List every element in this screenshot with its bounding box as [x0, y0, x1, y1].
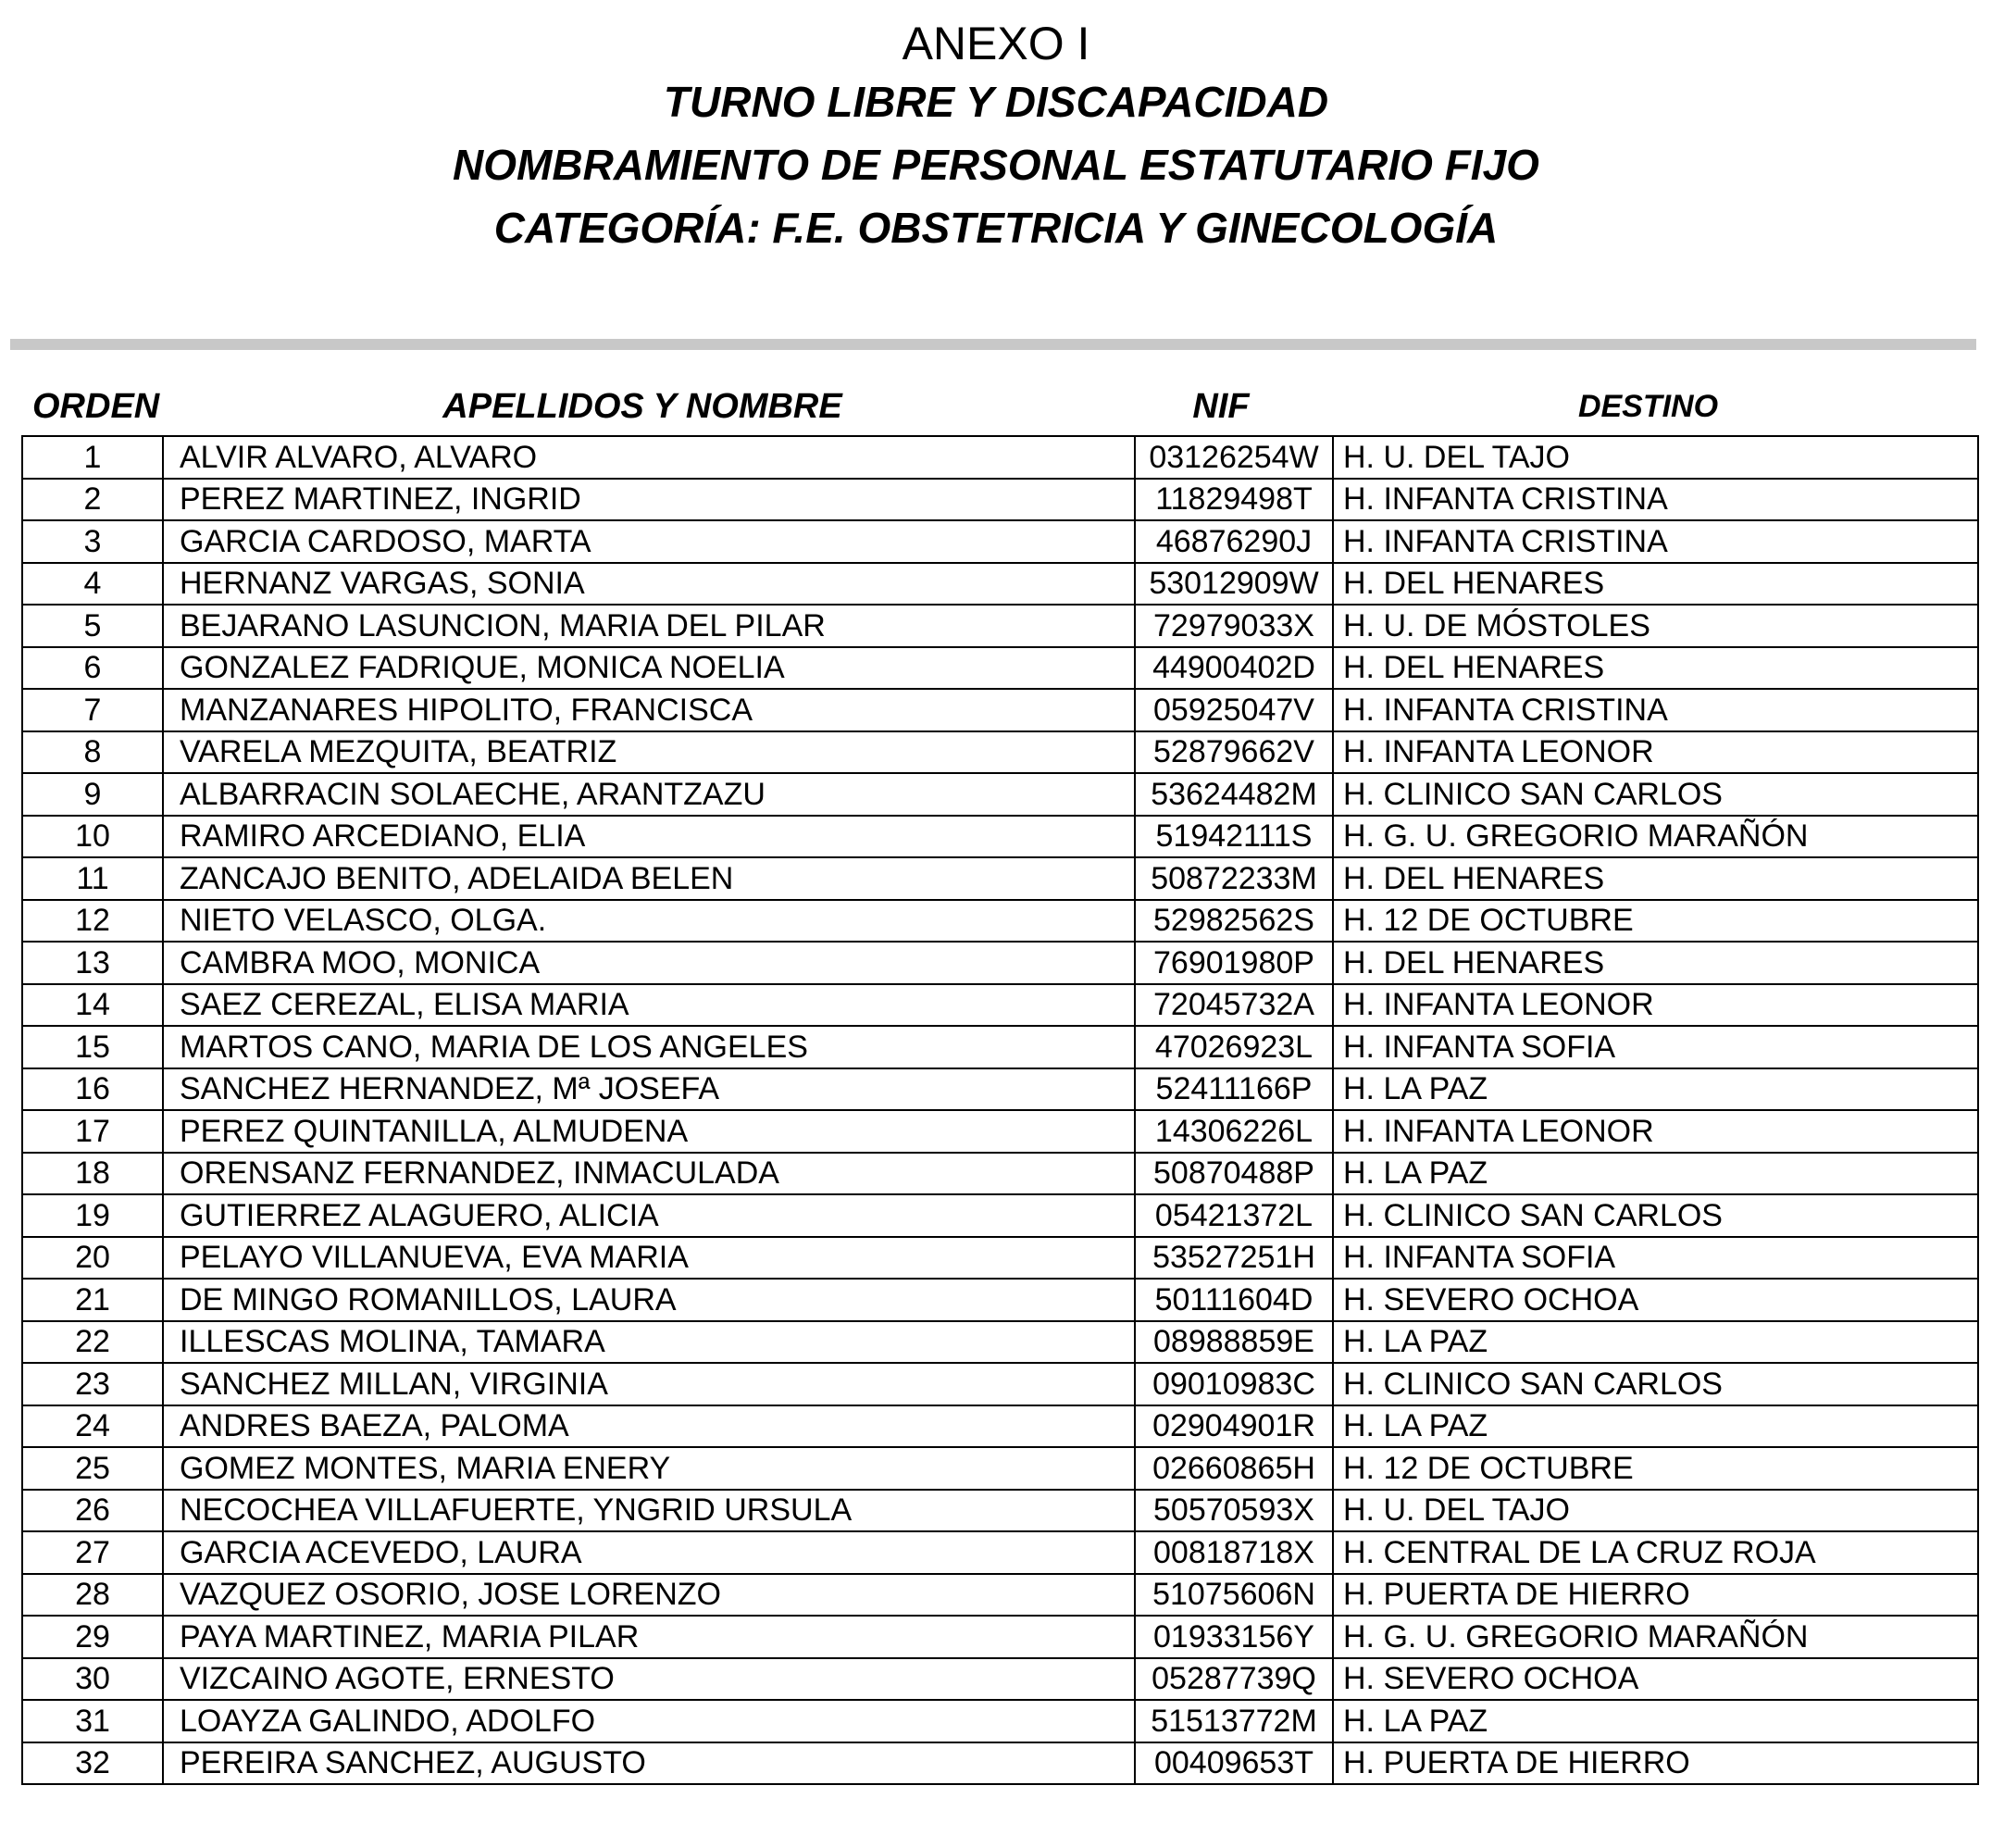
table-row	[22, 816, 1978, 858]
table-row	[22, 731, 1978, 774]
nif-cell: 47026923L	[1135, 1026, 1333, 1068]
table-row	[22, 1700, 1978, 1742]
orden-cell: 13	[22, 942, 163, 984]
destino-cell: H. LA PAZ	[1333, 1068, 1978, 1111]
table-row	[22, 1574, 1978, 1617]
nif-cell: 53012909W	[1135, 563, 1333, 606]
nombre-cell: PAYA MARTINEZ, MARIA PILAR	[163, 1616, 1135, 1658]
nif-cell: 50570593X	[1135, 1490, 1333, 1532]
nif-cell: 72045732A	[1135, 984, 1333, 1027]
nombre-cell: BEJARANO LASUNCION, MARIA DEL PILAR	[163, 605, 1135, 647]
destino-cell: H. 12 DE OCTUBRE	[1333, 1447, 1978, 1490]
table-row	[22, 1153, 1978, 1195]
destino-cell: H. CENTRAL DE LA CRUZ ROJA	[1333, 1531, 1978, 1574]
table-row	[22, 689, 1978, 731]
orden-cell: 15	[22, 1026, 163, 1068]
nombre-cell: VARELA MEZQUITA, BEATRIZ	[163, 731, 1135, 774]
destino-cell: H. LA PAZ	[1333, 1153, 1978, 1195]
nombre-cell: PEREZ MARTINEZ, INGRID	[163, 479, 1135, 521]
destino-cell: H. CLINICO SAN CARLOS	[1333, 1363, 1978, 1405]
nombre-cell: MARTOS CANO, MARIA DE LOS ANGELES	[163, 1026, 1135, 1068]
nombre-cell: ORENSANZ FERNANDEZ, INMACULADA	[163, 1153, 1135, 1195]
orden-cell: 30	[22, 1658, 163, 1701]
nombre-cell: ZANCAJO BENITO, ADELAIDA BELEN	[163, 857, 1135, 900]
destino-cell: H. INFANTA LEONOR	[1333, 731, 1978, 774]
table-row	[22, 1490, 1978, 1532]
nif-cell: 05925047V	[1135, 689, 1333, 731]
nombre-cell: GARCIA ACEVEDO, LAURA	[163, 1531, 1135, 1574]
destino-cell: H. LA PAZ	[1333, 1405, 1978, 1448]
nombre-cell: SANCHEZ MILLAN, VIRGINIA	[163, 1363, 1135, 1405]
destino-cell: H. U. DEL TAJO	[1333, 436, 1978, 479]
table-row	[22, 942, 1978, 984]
nif-cell: 08988859E	[1135, 1321, 1333, 1364]
destino-cell: H. INFANTA CRISTINA	[1333, 479, 1978, 521]
destino-cell: H. INFANTA LEONOR	[1333, 1110, 1978, 1153]
nif-cell: 00409653T	[1135, 1742, 1333, 1785]
orden-cell: 4	[22, 563, 163, 606]
nombre-cell: VAZQUEZ OSORIO, JOSE LORENZO	[163, 1574, 1135, 1617]
appointments-table	[21, 435, 1979, 1785]
nombre-cell: NECOCHEA VILLAFUERTE, YNGRID URSULA	[163, 1490, 1135, 1532]
orden-cell: 21	[22, 1279, 163, 1321]
nif-cell: 76901980P	[1135, 942, 1333, 984]
nif-cell: 51075606N	[1135, 1574, 1333, 1617]
table-row	[22, 1068, 1978, 1111]
destino-cell: H. G. U. GREGORIO MARAÑÓN	[1333, 816, 1978, 858]
orden-cell: 14	[22, 984, 163, 1027]
orden-cell: 22	[22, 1321, 163, 1364]
table-row	[22, 857, 1978, 900]
table-row	[22, 563, 1978, 606]
orden-cell: 32	[22, 1742, 163, 1785]
divider-bar	[10, 339, 1976, 350]
destino-cell: H. CLINICO SAN CARLOS	[1333, 1194, 1978, 1237]
destino-cell: H. PUERTA DE HIERRO	[1333, 1574, 1978, 1617]
destino-cell: H. INFANTA LEONOR	[1333, 984, 1978, 1027]
turno-subtitle: TURNO LIBRE Y DISCAPACIDAD	[663, 78, 1329, 126]
nombre-cell: GOMEZ MONTES, MARIA ENERY	[163, 1447, 1135, 1490]
table-row	[22, 479, 1978, 521]
orden-cell: 28	[22, 1574, 163, 1617]
destino-cell: H. DEL HENARES	[1333, 647, 1978, 690]
orden-cell: 12	[22, 900, 163, 943]
orden-cell: 11	[22, 857, 163, 900]
table-row	[22, 436, 1978, 479]
destino-cell: H. DEL HENARES	[1333, 563, 1978, 606]
nif-cell: 46876290J	[1135, 520, 1333, 563]
orden-cell: 19	[22, 1194, 163, 1237]
nombre-cell: NIETO VELASCO, OLGA.	[163, 900, 1135, 943]
nombre-cell: GUTIERREZ ALAGUERO, ALICIA	[163, 1194, 1135, 1237]
nif-cell: 51513772M	[1135, 1700, 1333, 1742]
nif-cell: 50870488P	[1135, 1153, 1333, 1195]
orden-cell: 20	[22, 1237, 163, 1280]
destino-cell: H. DEL HENARES	[1333, 942, 1978, 984]
table-row	[22, 1110, 1978, 1153]
nombre-cell: ALBARRACIN SOLAECHE, ARANTZAZU	[163, 773, 1135, 816]
orden-cell: 17	[22, 1110, 163, 1153]
destino-cell: H. SEVERO OCHOA	[1333, 1658, 1978, 1701]
table-row	[22, 1405, 1978, 1448]
nif-cell: 51942111S	[1135, 816, 1333, 858]
orden-cell: 27	[22, 1531, 163, 1574]
destino-cell: H. U. DE MÓSTOLES	[1333, 605, 1978, 647]
nif-cell: 53527251H	[1135, 1237, 1333, 1280]
destino-cell: H. INFANTA CRISTINA	[1333, 520, 1978, 563]
nif-cell: 11829498T	[1135, 479, 1333, 521]
nombre-cell: MANZANARES HIPOLITO, FRANCISCA	[163, 689, 1135, 731]
orden-cell: 5	[22, 605, 163, 647]
nombre-cell: RAMIRO ARCEDIANO, ELIA	[163, 816, 1135, 858]
orden-cell: 7	[22, 689, 163, 731]
nif-cell: 50872233M	[1135, 857, 1333, 900]
table-row	[22, 1616, 1978, 1658]
table-row	[22, 1363, 1978, 1405]
destino-cell: H. 12 DE OCTUBRE	[1333, 900, 1978, 943]
nif-cell: 05421372L	[1135, 1194, 1333, 1237]
orden-cell: 25	[22, 1447, 163, 1490]
table-row	[22, 1742, 1978, 1785]
nombre-cell: ILLESCAS MOLINA, TAMARA	[163, 1321, 1135, 1364]
nif-cell: 09010983C	[1135, 1363, 1333, 1405]
nombre-cell: PEREIRA SANCHEZ, AUGUSTO	[163, 1742, 1135, 1785]
nif-cell: 03126254W	[1135, 436, 1333, 479]
nif-cell: 44900402D	[1135, 647, 1333, 690]
column-header-nif: NIF	[1192, 387, 1250, 426]
table-row	[22, 773, 1978, 816]
orden-cell: 9	[22, 773, 163, 816]
table-row	[22, 520, 1978, 563]
nombre-cell: CAMBRA MOO, MONICA	[163, 942, 1135, 984]
destino-cell: H. INFANTA CRISTINA	[1333, 689, 1978, 731]
nombre-cell: PELAYO VILLANUEVA, EVA MARIA	[163, 1237, 1135, 1280]
nombramiento-subtitle: NOMBRAMIENTO DE PERSONAL ESTATUTARIO FIJO	[453, 141, 1539, 189]
column-header-destino: DESTINO	[1577, 389, 1719, 424]
destino-cell: H. U. DEL TAJO	[1333, 1490, 1978, 1532]
nombre-cell: ALVIR ALVARO, ALVARO	[163, 436, 1135, 479]
nombre-cell: LOAYZA GALINDO, ADOLFO	[163, 1700, 1135, 1742]
table-row	[22, 1658, 1978, 1701]
orden-cell: 10	[22, 816, 163, 858]
column-header-nombre: APELLIDOS Y NOMBRE	[442, 387, 842, 426]
nombre-cell: SANCHEZ HERNANDEZ, Mª JOSEFA	[163, 1068, 1135, 1111]
table-row	[22, 984, 1978, 1027]
destino-cell: H. CLINICO SAN CARLOS	[1333, 773, 1978, 816]
orden-cell: 2	[22, 479, 163, 521]
nombre-cell: GONZALEZ FADRIQUE, MONICA NOELIA	[163, 647, 1135, 690]
nif-cell: 52411166P	[1135, 1068, 1333, 1111]
nif-cell: 02904901R	[1135, 1405, 1333, 1448]
nombre-cell: HERNANZ VARGAS, SONIA	[163, 563, 1135, 606]
table-row	[22, 1279, 1978, 1321]
table-row	[22, 900, 1978, 943]
nombre-cell: GARCIA CARDOSO, MARTA	[163, 520, 1135, 563]
table-row	[22, 1321, 1978, 1364]
table-row	[22, 605, 1978, 647]
nif-cell: 50111604D	[1135, 1279, 1333, 1321]
destino-cell: H. LA PAZ	[1333, 1700, 1978, 1742]
orden-cell: 24	[22, 1405, 163, 1448]
orden-cell: 29	[22, 1616, 163, 1658]
destino-cell: H. G. U. GREGORIO MARAÑÓN	[1333, 1616, 1978, 1658]
orden-cell: 16	[22, 1068, 163, 1111]
destino-cell: H. INFANTA SOFIA	[1333, 1026, 1978, 1068]
nif-cell: 02660865H	[1135, 1447, 1333, 1490]
table-row	[22, 1194, 1978, 1237]
table-row	[22, 1447, 1978, 1490]
destino-cell: H. SEVERO OCHOA	[1333, 1279, 1978, 1321]
orden-cell: 8	[22, 731, 163, 774]
table-row	[22, 1026, 1978, 1068]
nif-cell: 53624482M	[1135, 773, 1333, 816]
orden-cell: 18	[22, 1153, 163, 1195]
nif-cell: 72979033X	[1135, 605, 1333, 647]
destino-cell: H. LA PAZ	[1333, 1321, 1978, 1364]
nif-cell: 00818718X	[1135, 1531, 1333, 1574]
nif-cell: 52879662V	[1135, 731, 1333, 774]
orden-cell: 26	[22, 1490, 163, 1532]
categoria-subtitle: CATEGORÍA: F.E. OBSTETRICIA Y GINECOLOGÍA	[493, 204, 1499, 252]
table-row	[22, 1237, 1978, 1280]
table-row	[22, 1531, 1978, 1574]
nif-cell: 05287739Q	[1135, 1658, 1333, 1701]
nombre-cell: VIZCAINO AGOTE, ERNESTO	[163, 1658, 1135, 1701]
destino-cell: H. PUERTA DE HIERRO	[1333, 1742, 1978, 1785]
nombre-cell: SAEZ CEREZAL, ELISA MARIA	[163, 984, 1135, 1027]
nif-cell: 52982562S	[1135, 900, 1333, 943]
orden-cell: 3	[22, 520, 163, 563]
nif-cell: 01933156Y	[1135, 1616, 1333, 1658]
annex-title: ANEXO I	[902, 18, 1090, 69]
orden-cell: 6	[22, 647, 163, 690]
orden-cell: 1	[22, 436, 163, 479]
destino-cell: H. INFANTA SOFIA	[1333, 1237, 1978, 1280]
nombre-cell: ANDRES BAEZA, PALOMA	[163, 1405, 1135, 1448]
nombre-cell: DE MINGO ROMANILLOS, LAURA	[163, 1279, 1135, 1321]
orden-cell: 23	[22, 1363, 163, 1405]
orden-cell: 31	[22, 1700, 163, 1742]
table-row	[22, 647, 1978, 690]
nombre-cell: PEREZ QUINTANILLA, ALMUDENA	[163, 1110, 1135, 1153]
destino-cell: H. DEL HENARES	[1333, 857, 1978, 900]
nif-cell: 14306226L	[1135, 1110, 1333, 1153]
column-header-orden: ORDEN	[32, 387, 160, 426]
